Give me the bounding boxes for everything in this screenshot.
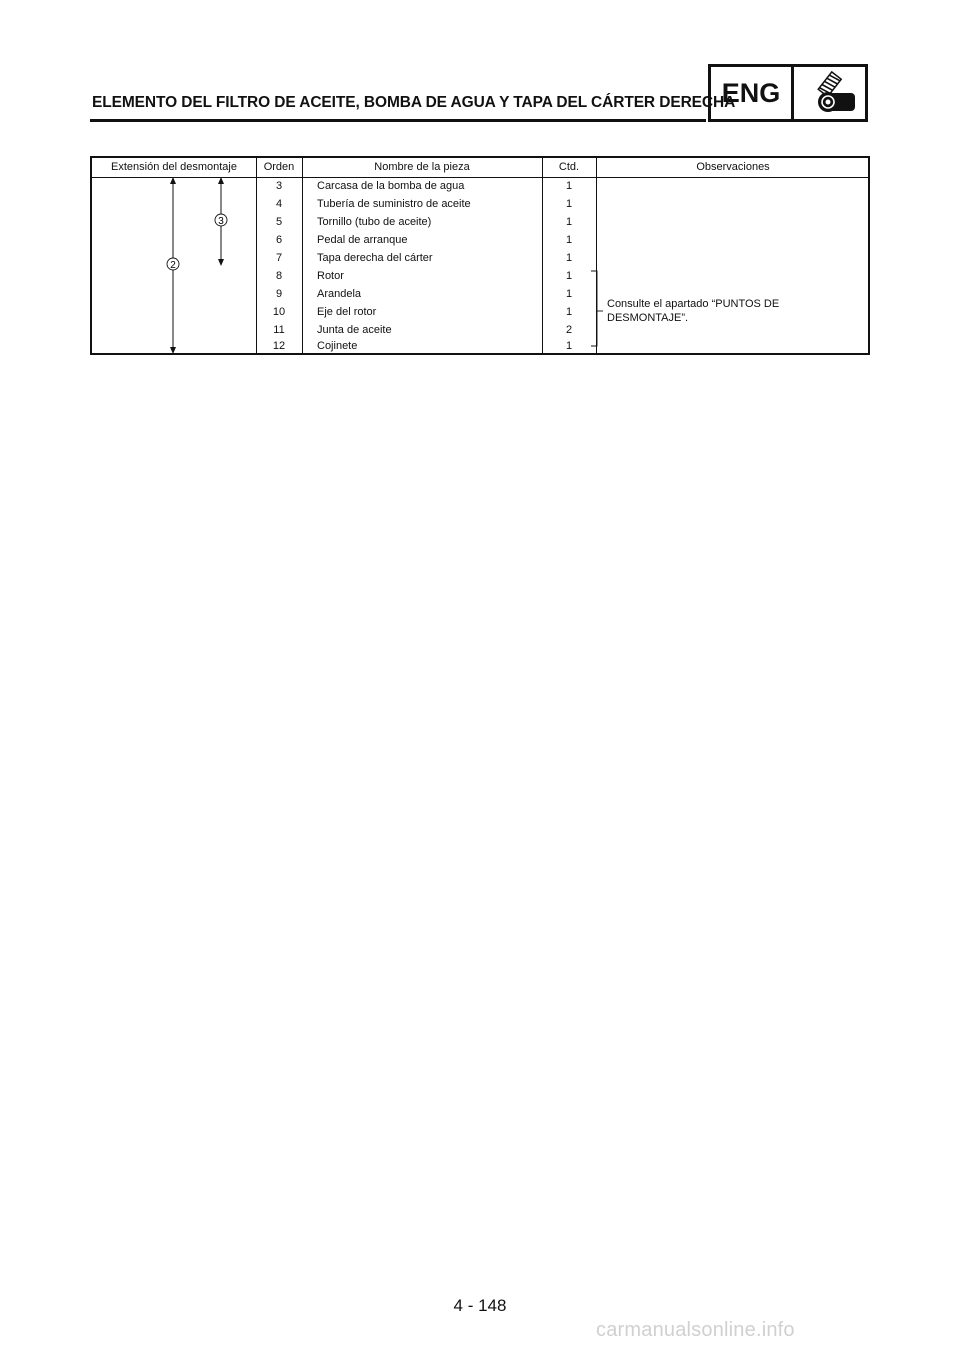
arrow-head-up-icon — [218, 177, 224, 184]
row-quantity: 1 — [565, 216, 573, 228]
arrow-head-up-icon — [170, 177, 176, 184]
row-order: 6 — [275, 234, 283, 246]
row-order: 7 — [275, 252, 283, 264]
title-rule — [90, 119, 706, 122]
arrow-head-down-icon — [218, 259, 224, 266]
parts-table — [90, 156, 870, 355]
remark-note: Consulte el apartado “PUNTOS DE DESMONTAJE”. — [607, 298, 780, 324]
row-quantity: 1 — [565, 340, 573, 352]
row-order: 8 — [275, 270, 283, 282]
row-quantity: 1 — [565, 288, 573, 300]
col-header-extent: Extensión del desmontaje — [111, 161, 237, 173]
section-badge-label: ENG — [711, 67, 794, 119]
row-quantity: 1 — [565, 270, 573, 282]
row-order: 5 — [275, 216, 283, 228]
col-header-order: Orden — [263, 161, 295, 173]
row-order: 3 — [275, 180, 283, 192]
row-quantity: 1 — [565, 198, 573, 210]
range-label-outer: 2 — [170, 260, 176, 271]
watermark: carmanualsonline.info — [596, 1319, 795, 1341]
row-order: 9 — [275, 288, 283, 300]
row-quantity: 1 — [565, 180, 573, 192]
engine-bolt-icon — [794, 67, 865, 119]
row-quantity: 1 — [565, 234, 573, 246]
row-quantity: 2 — [565, 324, 573, 336]
row-part-name: Tapa derecha del cárter — [317, 252, 433, 264]
col-header-qty: Ctd. — [558, 161, 580, 173]
section-badge — [708, 64, 868, 122]
page-title: ELEMENTO DEL FILTRO DE ACEITE, BOMBA DE AGUA Y TAPA DEL CÁRTER DERECHA — [92, 94, 736, 111]
range-label-inner: 3 — [218, 216, 224, 227]
remark-bracket — [591, 271, 597, 346]
col-header-name: Nombre de la pieza — [374, 161, 470, 173]
row-part-name: Rotor — [317, 270, 344, 282]
row-part-name: Junta de aceite — [317, 324, 392, 336]
row-order: 12 — [272, 340, 286, 352]
row-part-name: Tornillo (tubo de aceite) — [317, 216, 432, 228]
page-number: 4 - 148 — [453, 1296, 507, 1315]
arrow-head-down-icon — [170, 347, 176, 353]
row-order: 11 — [273, 324, 285, 336]
row-quantity: 1 — [565, 306, 573, 318]
row-quantity: 1 — [565, 252, 573, 264]
row-part-name: Carcasa de la bomba de agua — [317, 180, 465, 192]
row-part-name: Cojinete — [317, 340, 358, 352]
row-part-name: Pedal de arranque — [317, 234, 408, 246]
row-part-name: Eje del rotor — [317, 306, 377, 318]
row-order: 4 — [275, 198, 283, 210]
col-header-remarks: Observaciones — [696, 161, 770, 173]
row-part-name: Tubería de suministro de aceite — [317, 198, 471, 210]
row-part-name: Arandela — [317, 288, 362, 300]
row-order: 10 — [272, 306, 286, 318]
